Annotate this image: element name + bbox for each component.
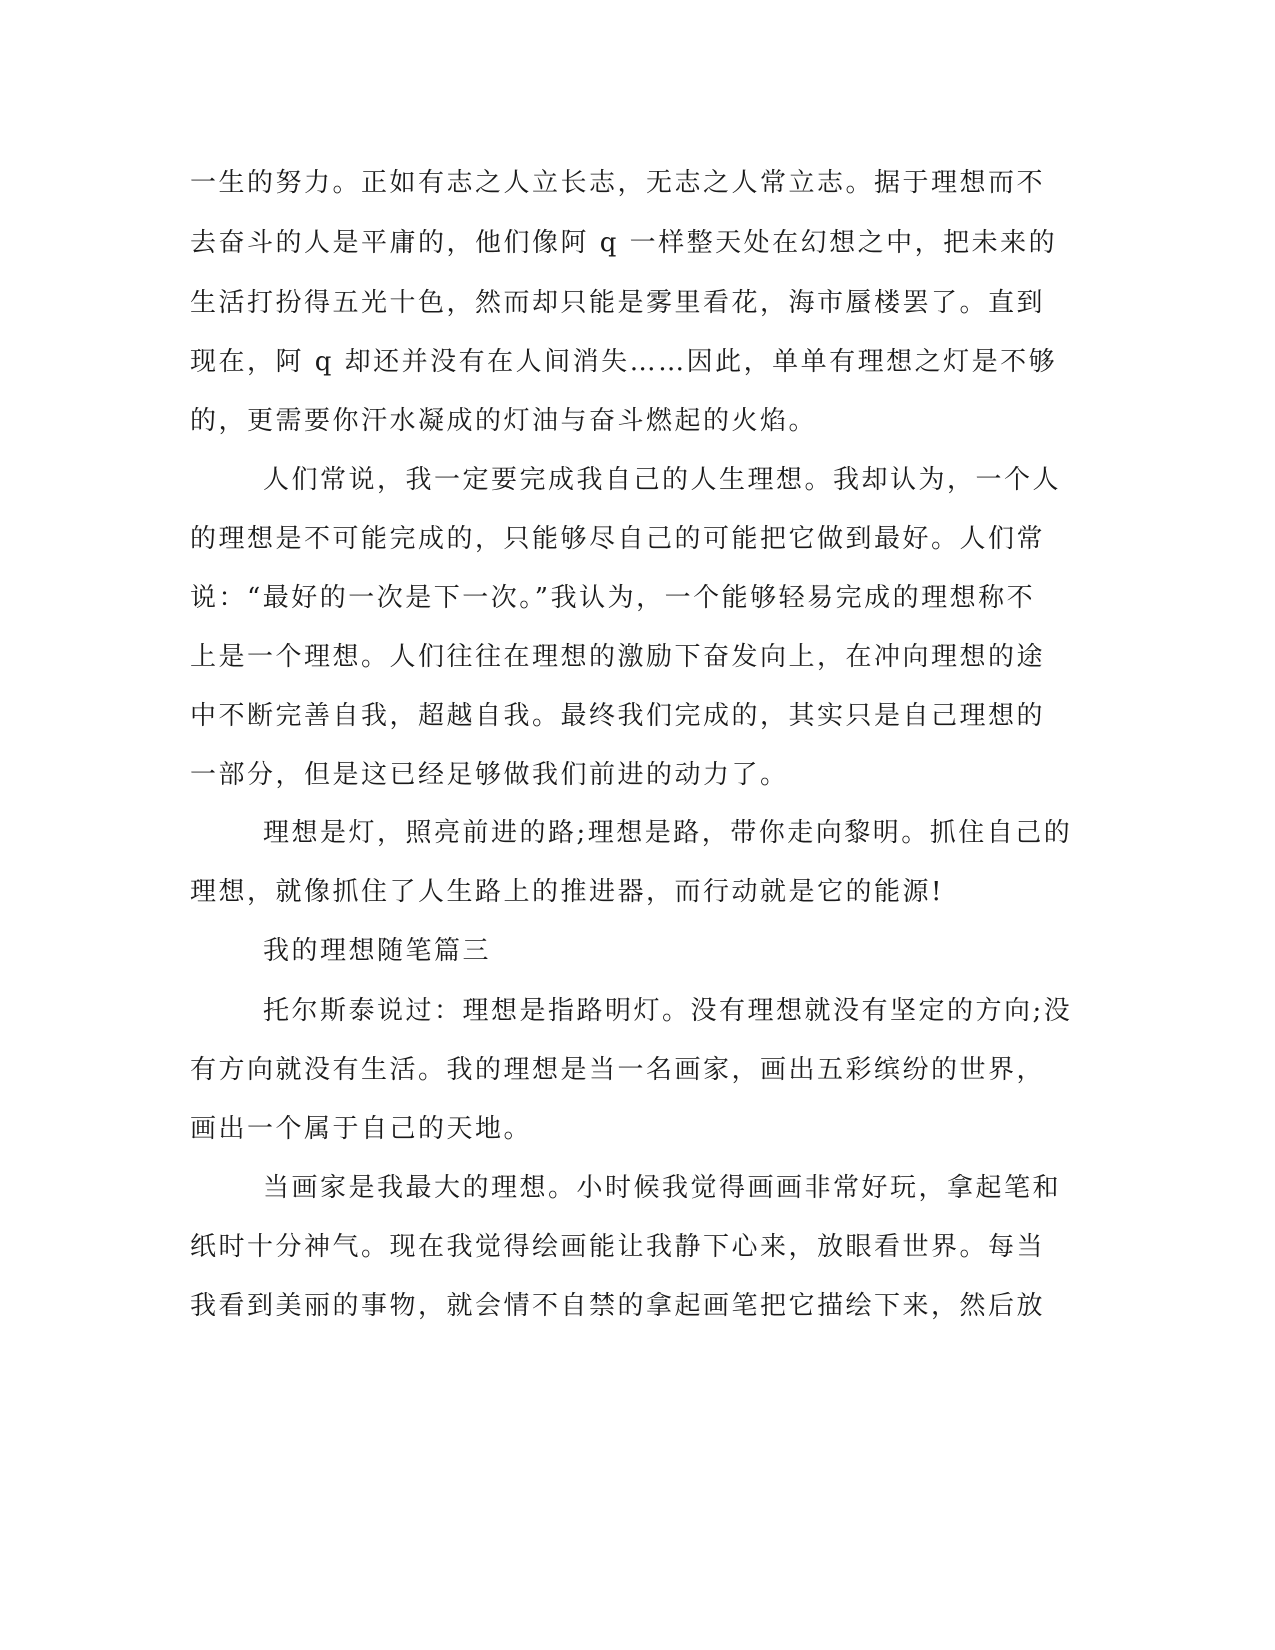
- text-line: 一生的努力。正如有志之人立长志，无志之人常立志。据于理想而不: [190, 168, 1046, 198]
- text-line: 一部分，但是这已经足够做我们前进的动力了。: [190, 760, 789, 790]
- paragraph-first-line: 当画家是我最大的理想。小时候我觉得画画非常好玩，拿起笔和: [263, 1173, 1062, 1203]
- text-line: 的理想是不可能完成的，只能够尽自己的可能把它做到最好。人们常: [190, 524, 1046, 554]
- text-line: 生活打扮得五光十色，然而却只能是雾里看花，海市蜃楼罢了。直到: [190, 288, 1046, 318]
- text-line: 纸时十分神气。现在我觉得绘画能让我静下心来，放眼看世界。每当: [190, 1232, 1046, 1262]
- text-line: 上是一个理想。人们往往在理想的激励下奋发向上，在冲向理想的途: [190, 642, 1046, 672]
- paragraph-first-line: 人们常说，我一定要完成我自己的人生理想。我却认为，一个人: [263, 465, 1062, 495]
- text-line: 的，更需要你汗水凝成的灯油与奋斗燃起的火焰。: [190, 406, 818, 436]
- text-line: 画出一个属于自己的天地。: [190, 1114, 533, 1144]
- text-line: 现在，阿 q 却还并没有在人间消失……因此，单单有理想之灯是不够: [190, 347, 1058, 377]
- section-heading: 我的理想随笔篇三: [263, 936, 492, 966]
- text-line: 中不断完善自我，超越自我。最终我们完成的，其实只是自己理想的: [190, 701, 1046, 731]
- text-line: 去奋斗的人是平庸的，他们像阿 q 一样整天处在幻想之中，把未来的: [190, 228, 1058, 258]
- text-line: 理想，就像抓住了人生路上的推进器，而行动就是它的能源!: [190, 877, 944, 907]
- text-line: 有方向就没有生活。我的理想是当一名画家，画出五彩缤纷的世界，: [190, 1055, 1046, 1085]
- text-line: 说：“最好的一次是下一次。”我认为，一个能够轻易完成的理想称不: [190, 583, 1036, 613]
- paragraph-first-line: 托尔斯泰说过：理想是指路明灯。没有理想就没有坚定的方向;没: [263, 996, 1073, 1026]
- paragraph-first-line: 理想是灯，照亮前进的路;理想是路，带你走向黎明。抓住自己的: [263, 818, 1073, 848]
- text-line: 我看到美丽的事物，就会情不自禁的拿起画笔把它描绘下来，然后放: [190, 1291, 1046, 1321]
